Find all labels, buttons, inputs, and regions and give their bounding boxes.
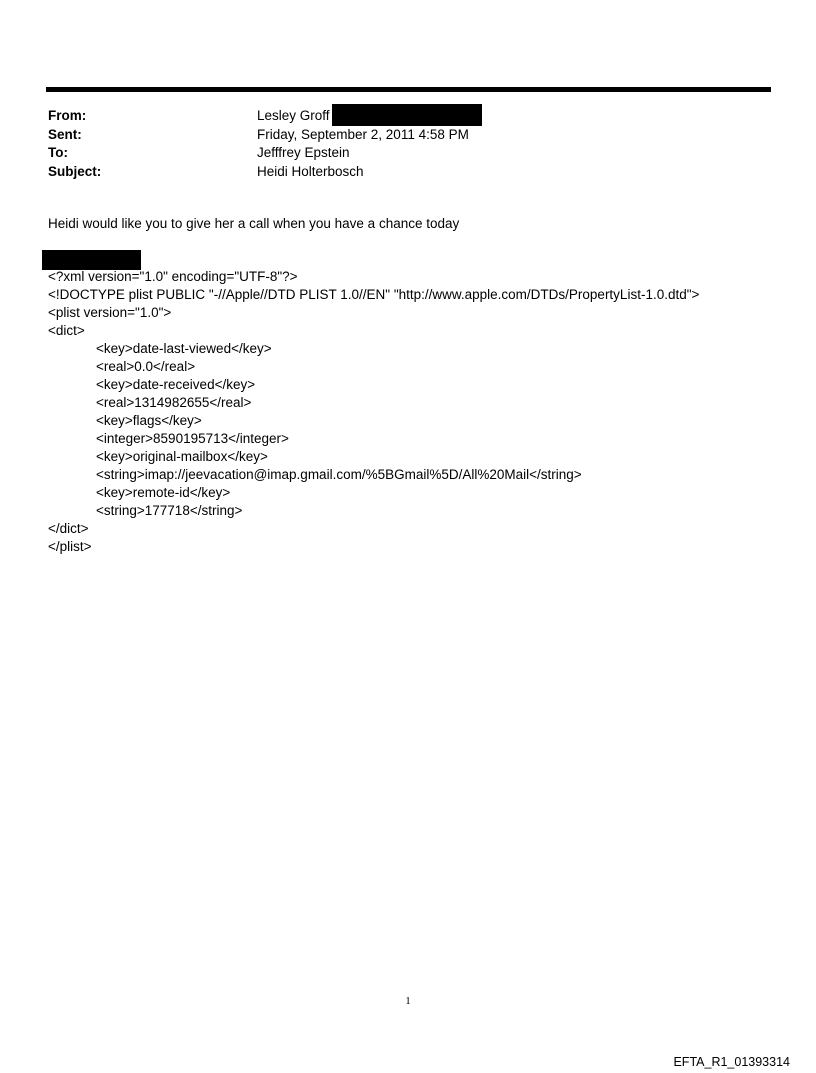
- plist-block: [48, 268, 699, 556]
- subject-label: Subject:: [48, 163, 102, 179]
- from-name: Lesley Groff: [257, 108, 330, 123]
- to-label: To:: [48, 145, 68, 160]
- sent-row: [48, 126, 748, 145]
- plist-line: <key>flags</key>: [96, 413, 202, 428]
- signature-redaction-box: [42, 250, 141, 270]
- plist-line: <string>imap://jeevacation@imap.gmail.com/%5BGmail%5D/All%20Mail</string>: [96, 467, 582, 482]
- message-body: Heidi would like you to give her a call when you have a chance today: [48, 216, 460, 231]
- from-row: [48, 107, 748, 126]
- plist-line: <integer>8590195713</integer>: [96, 431, 289, 446]
- plist-line: <key>date-last-viewed</key>: [96, 341, 272, 356]
- header-divider: [46, 87, 771, 92]
- from-label: From:: [48, 108, 87, 123]
- plist-line: <key>remote-id</key>: [96, 485, 231, 500]
- sent-label: Sent:: [48, 126, 82, 142]
- subject-value: Heidi Holterbosch: [257, 163, 364, 179]
- plist-line: </dict>: [48, 521, 89, 536]
- plist-line: <key>original-mailbox</key>: [96, 449, 268, 464]
- subject-row: [48, 163, 748, 182]
- plist-line: <real>1314982655</real>: [96, 395, 252, 410]
- plist-line: <plist version="1.0">: [48, 305, 172, 320]
- email-header: [48, 107, 748, 181]
- plist-line: <dict>: [48, 323, 85, 338]
- document-id: EFTA_R1_01393314: [673, 1055, 790, 1069]
- redaction-box: [332, 104, 482, 126]
- sent-value: Friday, September 2, 2011 4:58 PM: [257, 126, 469, 142]
- plist-line: <string>177718</string>: [96, 503, 243, 518]
- to-row: [48, 144, 748, 163]
- plist-line: <real>0.0</real>: [96, 359, 196, 374]
- plist-line: <!DOCTYPE plist PUBLIC "-//Apple//DTD PLIST 1.0//EN" "http://www.apple.com/DTDs/PropertyList-1.0.dtd">: [48, 287, 700, 302]
- page-number: 1: [405, 995, 411, 1007]
- from-value: [257, 107, 482, 126]
- plist-line: </plist>: [48, 539, 92, 554]
- plist-line: <key>date-received</key>: [96, 377, 256, 392]
- to-value: Jefffrey Epstein: [257, 145, 350, 160]
- plist-line: <?xml version="1.0" encoding="UTF-8"?>: [48, 269, 298, 284]
